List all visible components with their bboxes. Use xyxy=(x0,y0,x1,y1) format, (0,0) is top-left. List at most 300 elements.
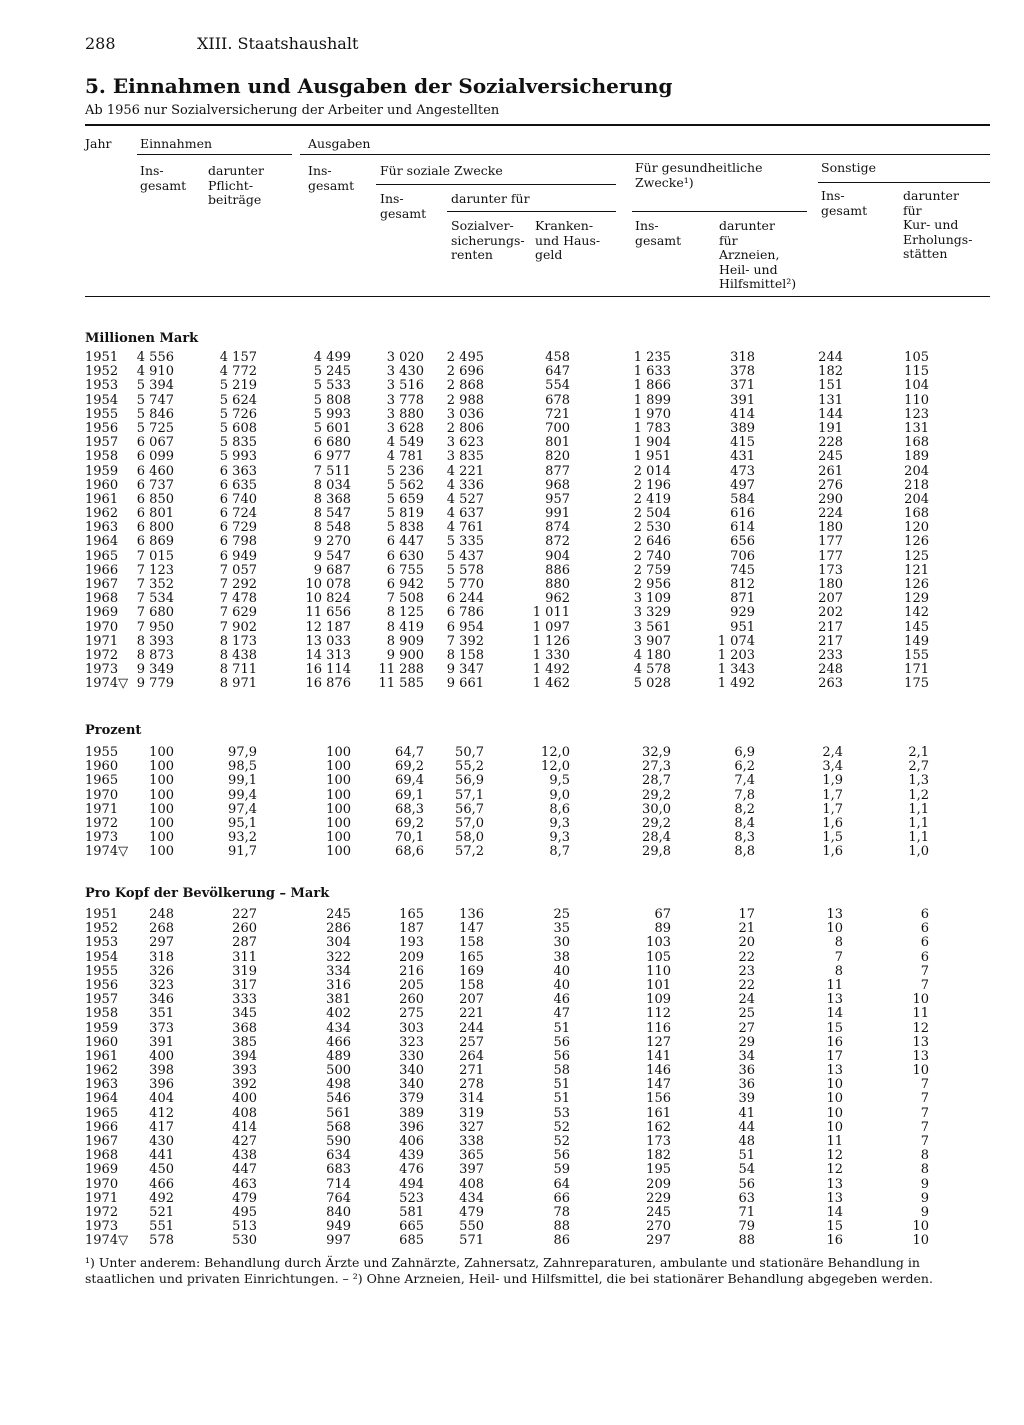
cell-krankengeld: 40 xyxy=(553,977,570,993)
cell-ausgaben-insgesamt: 304 xyxy=(326,935,351,951)
cell-ausgaben-insgesamt: 764 xyxy=(326,1190,351,1206)
cell-ausgaben-insgesamt: 9 547 xyxy=(313,548,351,564)
cell-soziale-insgesamt: 216 xyxy=(399,963,424,979)
cell-arzneien: 871 xyxy=(730,591,755,607)
cell-kur-erholung: 8 xyxy=(920,1148,929,1164)
cell-jahr: 1966 xyxy=(85,562,119,578)
cell-einnahmen-insgesamt: 100 xyxy=(149,773,174,789)
cell-renten: 58,0 xyxy=(455,830,484,846)
cell-arzneien: 6,9 xyxy=(734,745,755,760)
section-prozent xyxy=(0,746,1024,860)
table-row xyxy=(0,521,1024,535)
cell-gesund-insgesamt: 173 xyxy=(646,1134,671,1149)
cell-gesund-insgesamt: 245 xyxy=(646,1204,671,1220)
cell-soziale-insgesamt: 3 516 xyxy=(386,378,424,394)
col-ges-insgesamt: Ins- gesamt xyxy=(635,218,682,248)
cell-soziale-insgesamt: 665 xyxy=(399,1219,424,1235)
cell-gesund-insgesamt: 2 419 xyxy=(633,491,671,507)
cell-sonstige-insgesamt: 244 xyxy=(818,350,843,365)
cell-sonstige-insgesamt: 13 xyxy=(826,992,843,1008)
cell-pflichtbeitraege: 5 993 xyxy=(219,449,257,465)
cell-soziale-insgesamt: 685 xyxy=(399,1233,424,1249)
cell-renten: 7 392 xyxy=(446,633,484,649)
cell-soziale-insgesamt: 340 xyxy=(399,1077,424,1093)
cell-gesund-insgesamt: 2 646 xyxy=(633,534,671,550)
cell-arzneien: 27 xyxy=(738,1020,755,1036)
cell-renten: 158 xyxy=(459,935,484,951)
col-soz-darunter: darunter für xyxy=(451,191,530,206)
cell-kur-erholung: 125 xyxy=(904,548,929,564)
cell-pflichtbeitraege: 93,2 xyxy=(228,830,257,846)
cell-ausgaben-insgesamt: 5 993 xyxy=(313,406,351,422)
cell-gesund-insgesamt: 116 xyxy=(646,1020,671,1036)
cell-pflichtbeitraege: 7 478 xyxy=(219,591,257,607)
cell-pflichtbeitraege: 287 xyxy=(232,935,257,951)
cell-arzneien: 1 492 xyxy=(717,676,755,692)
cell-pflichtbeitraege: 5 835 xyxy=(219,435,257,451)
cell-soziale-insgesamt: 379 xyxy=(399,1091,424,1107)
cell-einnahmen-insgesamt: 551 xyxy=(149,1219,174,1235)
cell-jahr: 1959 xyxy=(85,1020,119,1036)
cell-gesund-insgesamt: 297 xyxy=(646,1233,671,1249)
table-row xyxy=(0,993,1024,1007)
cell-pflichtbeitraege: 394 xyxy=(232,1048,257,1064)
cell-gesund-insgesamt: 141 xyxy=(646,1048,671,1064)
cell-einnahmen-insgesamt: 404 xyxy=(149,1091,174,1107)
cell-krankengeld: 874 xyxy=(545,520,570,536)
cell-gesund-insgesamt: 28,7 xyxy=(642,773,671,789)
cell-einnahmen-insgesamt: 6 460 xyxy=(136,463,174,479)
cell-jahr: 1972 xyxy=(85,647,119,663)
cell-kur-erholung: 123 xyxy=(904,406,929,422)
cell-gesund-insgesamt: 32,9 xyxy=(642,745,671,760)
cell-soziale-insgesamt: 11 585 xyxy=(378,676,424,692)
cell-einnahmen-insgesamt: 398 xyxy=(149,1063,174,1079)
cell-ausgaben-insgesamt: 334 xyxy=(326,963,351,979)
cell-krankengeld: 25 xyxy=(553,907,570,922)
cell-sonstige-insgesamt: 8 xyxy=(834,963,843,979)
cell-soziale-insgesamt: 69,2 xyxy=(395,759,424,775)
cell-arzneien: 378 xyxy=(730,364,755,380)
cell-renten: 56,9 xyxy=(455,773,484,789)
cell-arzneien: 391 xyxy=(730,392,755,408)
cell-pflichtbeitraege: 5 624 xyxy=(219,392,257,408)
cell-jahr: 1965 xyxy=(85,548,119,564)
cell-renten: 4 637 xyxy=(446,506,484,522)
cell-sonstige-insgesamt: 177 xyxy=(818,534,843,550)
cell-jahr: 1968 xyxy=(85,591,119,607)
cell-einnahmen-insgesamt: 7 123 xyxy=(136,562,174,578)
cell-soziale-insgesamt: 494 xyxy=(399,1176,424,1192)
cell-gesund-insgesamt: 2 504 xyxy=(633,506,671,522)
cell-krankengeld: 12,0 xyxy=(541,759,570,775)
cell-soziale-insgesamt: 193 xyxy=(399,935,424,951)
cell-renten: 278 xyxy=(459,1077,484,1093)
cell-einnahmen-insgesamt: 4 910 xyxy=(136,364,174,380)
cell-gesund-insgesamt: 1 951 xyxy=(633,449,671,465)
cell-krankengeld: 78 xyxy=(553,1204,570,1220)
cell-jahr: 1962 xyxy=(85,1063,119,1079)
table-row xyxy=(0,1036,1024,1050)
cell-kur-erholung: 7 xyxy=(920,1119,929,1135)
cell-kur-erholung: 104 xyxy=(904,378,929,394)
cell-krankengeld: 1 011 xyxy=(532,605,570,621)
cell-renten: 56,7 xyxy=(455,801,484,817)
table-row xyxy=(0,789,1024,803)
col-einnahmen: Einnahmen xyxy=(140,136,213,151)
cell-jahr: 1957 xyxy=(85,992,119,1008)
cell-einnahmen-insgesamt: 318 xyxy=(149,949,174,965)
cell-ausgaben-insgesamt: 13 033 xyxy=(305,633,351,649)
cell-renten: 397 xyxy=(459,1162,484,1178)
cell-gesund-insgesamt: 270 xyxy=(646,1219,671,1235)
cell-ausgaben-insgesamt: 100 xyxy=(326,745,351,760)
table-row xyxy=(0,1050,1024,1064)
cell-krankengeld: 47 xyxy=(553,1006,570,1022)
col-gesund: Für gesundheitliche Zwecke¹) xyxy=(635,160,763,190)
cell-renten: 8 158 xyxy=(446,647,484,663)
cell-kur-erholung: 6 xyxy=(920,949,929,965)
cell-soziale-insgesamt: 69,1 xyxy=(395,787,424,803)
cell-sonstige-insgesamt: 10 xyxy=(826,1119,843,1135)
cell-renten: 6 786 xyxy=(446,605,484,621)
cell-sonstige-insgesamt: 1,7 xyxy=(822,801,843,817)
cell-soziale-insgesamt: 4 549 xyxy=(386,435,424,451)
cell-pflichtbeitraege: 311 xyxy=(232,949,257,965)
cell-renten: 550 xyxy=(459,1219,484,1235)
cell-krankengeld: 820 xyxy=(545,449,570,465)
cell-einnahmen-insgesamt: 441 xyxy=(149,1148,174,1164)
cell-sonstige-insgesamt: 131 xyxy=(818,392,843,408)
cell-einnahmen-insgesamt: 297 xyxy=(149,935,174,951)
table-row xyxy=(0,1022,1024,1036)
cell-pflichtbeitraege: 400 xyxy=(232,1091,257,1107)
ausgaben-rule xyxy=(300,154,990,155)
cell-jahr: 1970 xyxy=(85,619,119,635)
cell-pflichtbeitraege: 7 629 xyxy=(219,605,257,621)
col-ein-insgesamt: Ins- gesamt xyxy=(140,163,187,193)
cell-einnahmen-insgesamt: 6 850 xyxy=(136,491,174,507)
cell-krankengeld: 88 xyxy=(553,1219,570,1235)
cell-renten: 408 xyxy=(459,1176,484,1192)
cell-gesund-insgesamt: 2 530 xyxy=(633,520,671,536)
cell-krankengeld: 9,3 xyxy=(549,830,570,846)
cell-ausgaben-insgesamt: 100 xyxy=(326,773,351,789)
table-row xyxy=(0,493,1024,507)
cell-jahr: 1956 xyxy=(85,420,119,436)
cell-soziale-insgesamt: 8 419 xyxy=(386,619,424,635)
cell-arzneien: 706 xyxy=(730,548,755,564)
cell-arzneien: 41 xyxy=(738,1105,755,1121)
cell-gesund-insgesamt: 29,2 xyxy=(642,815,671,831)
cell-ausgaben-insgesamt: 8 548 xyxy=(313,520,351,536)
cell-ausgaben-insgesamt: 568 xyxy=(326,1119,351,1135)
table-row xyxy=(0,351,1024,365)
cell-kur-erholung: 7 xyxy=(920,1091,929,1107)
cell-soziale-insgesamt: 5 236 xyxy=(386,463,424,479)
cell-kur-erholung: 10 xyxy=(912,1219,929,1235)
cell-pflichtbeitraege: 8 711 xyxy=(219,662,257,678)
cell-einnahmen-insgesamt: 9 779 xyxy=(136,676,174,692)
cell-sonstige-insgesamt: 217 xyxy=(818,619,843,635)
cell-pflichtbeitraege: 97,9 xyxy=(228,745,257,760)
cell-renten: 2 988 xyxy=(446,392,484,408)
cell-ausgaben-insgesamt: 6 977 xyxy=(313,449,351,465)
cell-arzneien: 8,3 xyxy=(734,830,755,846)
cell-kur-erholung: 13 xyxy=(912,1034,929,1050)
cell-arzneien: 36 xyxy=(738,1063,755,1079)
cell-arzneien: 812 xyxy=(730,577,755,592)
cell-einnahmen-insgesamt: 7 352 xyxy=(136,577,174,592)
cell-jahr: 1958 xyxy=(85,449,119,465)
table-row xyxy=(0,578,1024,592)
col-soz-insgesamt: Ins- gesamt xyxy=(380,191,427,221)
cell-einnahmen-insgesamt: 466 xyxy=(149,1176,174,1192)
cell-einnahmen-insgesamt: 5 747 xyxy=(136,392,174,408)
cell-sonstige-insgesamt: 13 xyxy=(826,1176,843,1192)
cell-krankengeld: 801 xyxy=(545,435,570,451)
cell-renten: 169 xyxy=(459,963,484,979)
table-row xyxy=(0,845,1024,859)
cell-arzneien: 414 xyxy=(730,406,755,422)
cell-renten: 3 623 xyxy=(446,435,484,451)
cell-arzneien: 614 xyxy=(730,520,755,536)
cell-kur-erholung: 1,3 xyxy=(908,773,929,789)
cell-pflichtbeitraege: 6 798 xyxy=(219,534,257,550)
table-row xyxy=(0,592,1024,606)
table-row xyxy=(0,936,1024,950)
col-aus-insgesamt: Ins- gesamt xyxy=(308,163,355,193)
cell-soziale-insgesamt: 5 562 xyxy=(386,477,424,493)
cell-gesund-insgesamt: 2 196 xyxy=(633,477,671,493)
cell-sonstige-insgesamt: 1,7 xyxy=(822,787,843,803)
cell-soziale-insgesamt: 303 xyxy=(399,1020,424,1036)
cell-sonstige-insgesamt: 10 xyxy=(826,1091,843,1107)
cell-ausgaben-insgesamt: 100 xyxy=(326,801,351,817)
cell-renten: 147 xyxy=(459,921,484,937)
cell-ausgaben-insgesamt: 100 xyxy=(326,815,351,831)
cell-pflichtbeitraege: 8 971 xyxy=(219,676,257,692)
cell-einnahmen-insgesamt: 100 xyxy=(149,815,174,831)
cell-arzneien: 389 xyxy=(730,420,755,436)
cell-sonstige-insgesamt: 207 xyxy=(818,591,843,607)
cell-soziale-insgesamt: 64,7 xyxy=(395,745,424,760)
cell-soziale-insgesamt: 69,4 xyxy=(395,773,424,789)
cell-krankengeld: 1 330 xyxy=(532,647,570,663)
cell-arzneien: 616 xyxy=(730,506,755,522)
cell-pflichtbeitraege: 7 902 xyxy=(219,619,257,635)
cell-soziale-insgesamt: 8 125 xyxy=(386,605,424,621)
cell-ausgaben-insgesamt: 322 xyxy=(326,949,351,965)
cell-einnahmen-insgesamt: 6 800 xyxy=(136,520,174,536)
cell-ausgaben-insgesamt: 949 xyxy=(326,1219,351,1235)
cell-krankengeld: 46 xyxy=(553,992,570,1008)
section-title-millionen: Millionen Mark xyxy=(85,331,199,346)
cell-arzneien: 8,2 xyxy=(734,801,755,817)
cell-soziale-insgesamt: 406 xyxy=(399,1134,424,1149)
cell-ausgaben-insgesamt: 12 187 xyxy=(305,619,351,635)
cell-renten: 5 578 xyxy=(446,562,484,578)
cell-gesund-insgesamt: 182 xyxy=(646,1148,671,1164)
cell-jahr: 1951 xyxy=(85,350,119,365)
table-row xyxy=(0,677,1024,691)
cell-jahr: 1951 xyxy=(85,907,119,922)
cell-ausgaben-insgesamt: 634 xyxy=(326,1148,351,1164)
cell-sonstige-insgesamt: 180 xyxy=(818,577,843,592)
cell-einnahmen-insgesamt: 248 xyxy=(149,907,174,922)
cell-soziale-insgesamt: 523 xyxy=(399,1190,424,1206)
cell-kur-erholung: 7 xyxy=(920,1134,929,1149)
cell-ausgaben-insgesamt: 9 687 xyxy=(313,562,351,578)
cell-sonstige-insgesamt: 14 xyxy=(826,1204,843,1220)
table-row xyxy=(0,1007,1024,1021)
cell-arzneien: 22 xyxy=(738,949,755,965)
section-pro-kopf xyxy=(0,908,1024,1249)
cell-krankengeld: 1 097 xyxy=(532,619,570,635)
cell-kur-erholung: 126 xyxy=(904,534,929,550)
cell-soziale-insgesamt: 6 447 xyxy=(386,534,424,550)
cell-sonstige-insgesamt: 228 xyxy=(818,435,843,451)
cell-jahr: 1961 xyxy=(85,491,119,507)
cell-renten: 55,2 xyxy=(455,759,484,775)
cell-arzneien: 656 xyxy=(730,534,755,550)
cell-gesund-insgesamt: 4 578 xyxy=(633,662,671,678)
cell-einnahmen-insgesamt: 4 556 xyxy=(136,350,174,365)
table-title: 5. Einnahmen und Ausgaben der Sozialversicherung xyxy=(85,74,673,98)
cell-einnahmen-insgesamt: 7 015 xyxy=(136,548,174,564)
cell-kur-erholung: 1,0 xyxy=(908,844,929,860)
cell-pflichtbeitraege: 98,5 xyxy=(228,759,257,775)
table-row xyxy=(0,774,1024,788)
cell-renten: 2 495 xyxy=(446,350,484,365)
cell-krankengeld: 59 xyxy=(553,1162,570,1178)
section-millionen xyxy=(0,351,1024,692)
cell-krankengeld: 30 xyxy=(553,935,570,951)
cell-gesund-insgesamt: 2 014 xyxy=(633,463,671,479)
cell-sonstige-insgesamt: 202 xyxy=(818,605,843,621)
col-ausgaben: Ausgaben xyxy=(308,136,371,151)
cell-kur-erholung: 189 xyxy=(904,449,929,465)
cell-arzneien: 1 074 xyxy=(717,633,755,649)
cell-pflichtbeitraege: 4 157 xyxy=(219,350,257,365)
cell-einnahmen-insgesamt: 417 xyxy=(149,1119,174,1135)
cell-pflichtbeitraege: 479 xyxy=(232,1190,257,1206)
cell-krankengeld: 1 492 xyxy=(532,662,570,678)
cell-pflichtbeitraege: 368 xyxy=(232,1020,257,1036)
cell-renten: 6 244 xyxy=(446,591,484,607)
cell-gesund-insgesamt: 209 xyxy=(646,1176,671,1192)
cell-einnahmen-insgesamt: 5 394 xyxy=(136,378,174,394)
cell-jahr: 1964 xyxy=(85,1091,119,1107)
cell-arzneien: 318 xyxy=(730,350,755,365)
cell-sonstige-insgesamt: 10 xyxy=(826,1105,843,1121)
cell-renten: 3 036 xyxy=(446,406,484,422)
cell-gesund-insgesamt: 2 740 xyxy=(633,548,671,564)
cell-pflichtbeitraege: 385 xyxy=(232,1034,257,1050)
cell-arzneien: 21 xyxy=(738,921,755,937)
cell-renten: 207 xyxy=(459,992,484,1008)
col-soz-kranken: Kranken- und Haus- geld xyxy=(535,218,601,262)
cell-gesund-insgesamt: 195 xyxy=(646,1162,671,1178)
cell-soziale-insgesamt: 3 880 xyxy=(386,406,424,422)
cell-einnahmen-insgesamt: 100 xyxy=(149,745,174,760)
cell-ausgaben-insgesamt: 8 368 xyxy=(313,491,351,507)
cell-ausgaben-insgesamt: 9 270 xyxy=(313,534,351,550)
col-soz-renten: Sozialver- sicherungs- renten xyxy=(451,218,525,262)
cell-sonstige-insgesamt: 11 xyxy=(826,977,843,993)
cell-jahr: 1959 xyxy=(85,463,119,479)
table-row xyxy=(0,379,1024,393)
cell-kur-erholung: 11 xyxy=(912,1006,929,1022)
table-row xyxy=(0,422,1024,436)
cell-krankengeld: 51 xyxy=(553,1020,570,1036)
table-row xyxy=(0,450,1024,464)
col-ein-darunter: darunter Pflicht- beiträge xyxy=(208,163,264,207)
cell-kur-erholung: 2,7 xyxy=(908,759,929,775)
table-row xyxy=(0,951,1024,965)
table-row xyxy=(0,479,1024,493)
cell-sonstige-insgesamt: 7 xyxy=(834,949,843,965)
cell-gesund-insgesamt: 161 xyxy=(646,1105,671,1121)
sonstige-rule xyxy=(818,182,990,183)
cell-einnahmen-insgesamt: 326 xyxy=(149,963,174,979)
cell-kur-erholung: 6 xyxy=(920,907,929,922)
cell-gesund-insgesamt: 29,2 xyxy=(642,787,671,803)
cell-krankengeld: 880 xyxy=(545,577,570,592)
cell-krankengeld: 872 xyxy=(545,534,570,550)
cell-ausgaben-insgesamt: 714 xyxy=(326,1176,351,1192)
cell-pflichtbeitraege: 7 292 xyxy=(219,577,257,592)
cell-jahr: 1971 xyxy=(85,1190,119,1206)
cell-kur-erholung: 6 xyxy=(920,921,929,937)
cell-kur-erholung: 204 xyxy=(904,491,929,507)
cell-kur-erholung: 131 xyxy=(904,420,929,436)
cell-renten: 571 xyxy=(459,1233,484,1249)
cell-pflichtbeitraege: 91,7 xyxy=(228,844,257,860)
cell-arzneien: 1 203 xyxy=(717,647,755,663)
cell-jahr: 1955 xyxy=(85,745,119,760)
cell-sonstige-insgesamt: 144 xyxy=(818,406,843,422)
cell-sonstige-insgesamt: 261 xyxy=(818,463,843,479)
cell-krankengeld: 35 xyxy=(553,921,570,937)
cell-jahr: 1966 xyxy=(85,1119,119,1135)
cell-renten: 338 xyxy=(459,1134,484,1149)
cell-krankengeld: 957 xyxy=(545,491,570,507)
cell-gesund-insgesamt: 5 028 xyxy=(633,676,671,692)
cell-arzneien: 63 xyxy=(738,1190,755,1206)
cell-sonstige-insgesamt: 17 xyxy=(826,1048,843,1064)
cell-kur-erholung: 171 xyxy=(904,662,929,678)
cell-einnahmen-insgesamt: 396 xyxy=(149,1077,174,1093)
cell-sonstige-insgesamt: 10 xyxy=(826,921,843,937)
cell-einnahmen-insgesamt: 400 xyxy=(149,1048,174,1064)
cell-pflichtbeitraege: 97,4 xyxy=(228,801,257,817)
cell-arzneien: 951 xyxy=(730,619,755,635)
cell-sonstige-insgesamt: 16 xyxy=(826,1034,843,1050)
cell-jahr: 1954 xyxy=(85,392,119,408)
cell-kur-erholung: 9 xyxy=(920,1176,929,1192)
cell-soziale-insgesamt: 330 xyxy=(399,1048,424,1064)
cell-gesund-insgesamt: 1 866 xyxy=(633,378,671,394)
cell-pflichtbeitraege: 5 726 xyxy=(219,406,257,422)
cell-krankengeld: 877 xyxy=(545,463,570,479)
cell-pflichtbeitraege: 8 438 xyxy=(219,647,257,663)
cell-ausgaben-insgesamt: 100 xyxy=(326,759,351,775)
cell-kur-erholung: 1,1 xyxy=(908,801,929,817)
cell-soziale-insgesamt: 165 xyxy=(399,907,424,922)
cell-gesund-insgesamt: 147 xyxy=(646,1077,671,1093)
table-row xyxy=(0,1078,1024,1092)
